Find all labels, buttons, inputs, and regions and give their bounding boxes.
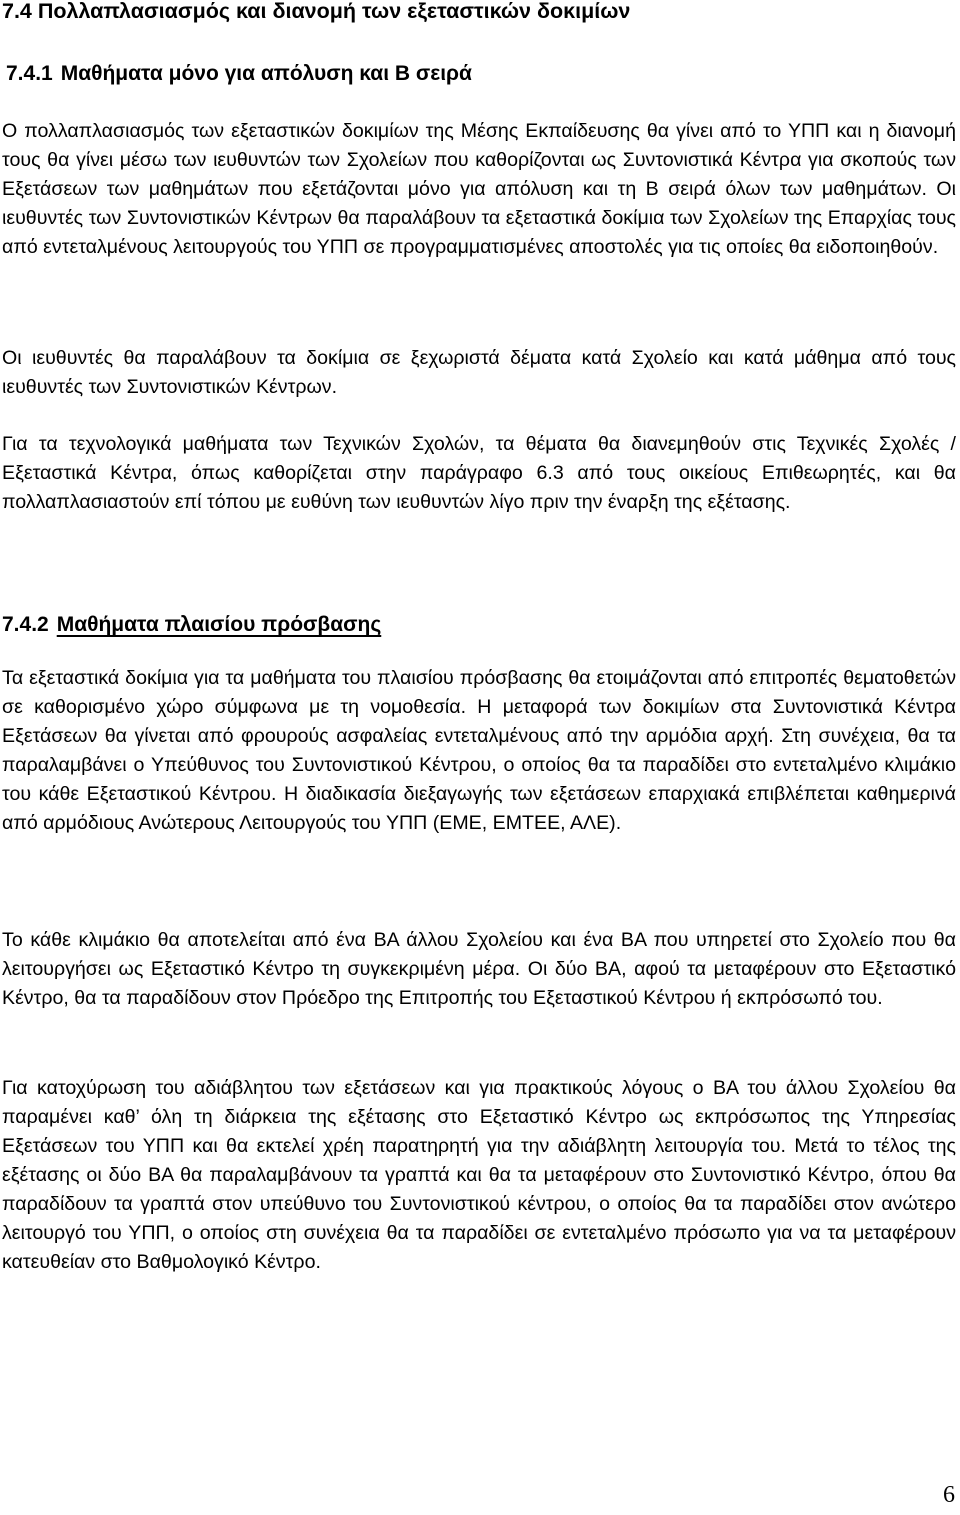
paragraph-access-exams: Τα εξεταστικά δοκίμια για τα μαθήματα του πλαισίου πρόσβασης θα ετοιμάζονται από επιτροπές θεματοθετών σε καθορισμένο χώρο σύμφωνα με τη νομοθεσία. Η μεταφορά των δοκιμίων στα Συντονιστικά Κέντρα Εξετάσεων θα γίνεται από φρουρούς ασφαλείας εντεταλμένους από την αρμόδια αρχή. Στη συνέχεια, θα τα παραλαμβάνει ο Υπεύθυνος του Συντονιστικού Κέντρου, ο οποίος θα τα παραδίδει στο εντεταλμένο κλιμάκιο του κάθε Εξεταστικού Κέντρου. Η διαδικασία διεξαγωγής των εξετάσεων επαρχιακά επιβλέπεται καθημερινά από αρμόδιους Ανώτερους Λειτουργούς του ΥΠΠ (ΕΜΕ, ΕΜΤΕΕ, ΑΛΕ). [2, 667, 956, 834]
page-number: 6 [943, 1482, 955, 1508]
paragraph-integrity: Για κατοχύρωση του αδιάβλητου των εξετάσεων και για πρακτικούς λόγους ο ΒΑ του άλλου Σχολείου θα παραμένει καθ’ όλη τη διάρκεια της εξέτασης στο Εξεταστικό Κέντρο ως εκπρόσωπος της Υπηρεσίας Εξετάσεων του ΥΠΠ και θα εκτελεί χρέη παρατηρητή για την αδιάβλητη λειτουργία του. Μετά το τέλος της εξέτασης οι δύο ΒΑ θα παραλαμβάνουν τα γραπτά και θα τα μεταφέρουν στο Συντονιστικό Κέντρο, όπου θα παραδίδουν τα γραπτά στον υπεύθυνο του Συντονιστικού κέντρου, ο οποίος θα τα παραδίδει στον ανώτερο λειτουργό του ΥΠΠ, ο οποίος στη συνέχεια θα τα παραδίδει σε εντεταλμένο πρόσωπο για να τα μεταφέρουν κατευθείαν στο Βαθμολογικό Κέντρο. [2, 1077, 956, 1273]
section-heading: 7.4 Πολλαπλασιασμός και διανομή των εξεταστικών δοκιμίων [2, 0, 631, 23]
subsection-heading-7-4-2 [2, 610, 381, 640]
subsection-title: Μαθήματα μόνο για απόλυση και Β σειρά [60, 62, 472, 85]
subsection-heading-7-4-1 [6, 59, 472, 89]
paragraph-committee: Το κάθε κλιμάκιο θα αποτελείται από ένα ΒΑ άλλου Σχολείου και ένα ΒΑ που υπηρετεί στο Σχολείο που θα λειτουργήσει ως Εξεταστικό Κέντρο τη συγκεκριμένη μέρα. Οι δύο ΒΑ, αφού τα μεταφέρουν στο Εξεταστικό Κέντρο, θα τα παραδίδουν στον Πρόεδρο της Επιτροπής του Εξεταστικού Κέντρου ή εκπρόσωπό του. [2, 929, 956, 1009]
paragraph-technical-schools: Για τα τεχνολογικά μαθήματα των Τεχνικών Σχολών, τα θέματα θα διανεμηθούν στις Τεχνικές Σχολές /Εξεταστικά Κέντρα, όπως καθορίζεται στην παράγραφο 6.3 από τους οικείους Επιθεωρητές, και θα πολλαπλασιαστούν επί τόπου με ευθύνη των ιευθυντών λίγο πριν την έναρξη της εξέτασης. [2, 433, 956, 513]
paragraph-directors-receive: Οι ιευθυντές θα παραλάβουν τα δοκίμια σε ξεχωριστά δέματα κατά Σχολείο και κατά μάθημα από τους ιευθυντές των Συντονιστικών Κέντρων. [2, 347, 956, 398]
subsection-number: 7.4.1 [6, 62, 53, 85]
paragraph-distribution: Ο πολλαπλασιασμός των εξεταστικών δοκιμίων της Μέσης Εκπαίδευσης θα γίνει από το ΥΠΠ και η διανομή τους θα γίνει μέσω των ιευθυντών των Σχολείων που καθορίζονται ως Συντονιστικά Κέντρα για σκοπούς των Εξετάσεων των μαθημάτων που εξετάζονται μόνο για απόλυση και τη Β σειρά όλων των μαθημάτων. Οι ιευθυντές των Συντονιστικών Κέντρων θα παραλάβουν τα εξεταστικά δοκίμια των Σχολείων της Επαρχίας τους από εντεταλμένους λειτουργούς του ΥΠΠ σε προγραμματισμένες αποστολές για τις οποίες θα ειδοποιηθούν. [2, 120, 956, 258]
subsection-number: 7.4.2 [2, 613, 49, 636]
subsection-title: Μαθήματα πλαισίου πρόσβασης [56, 613, 382, 636]
